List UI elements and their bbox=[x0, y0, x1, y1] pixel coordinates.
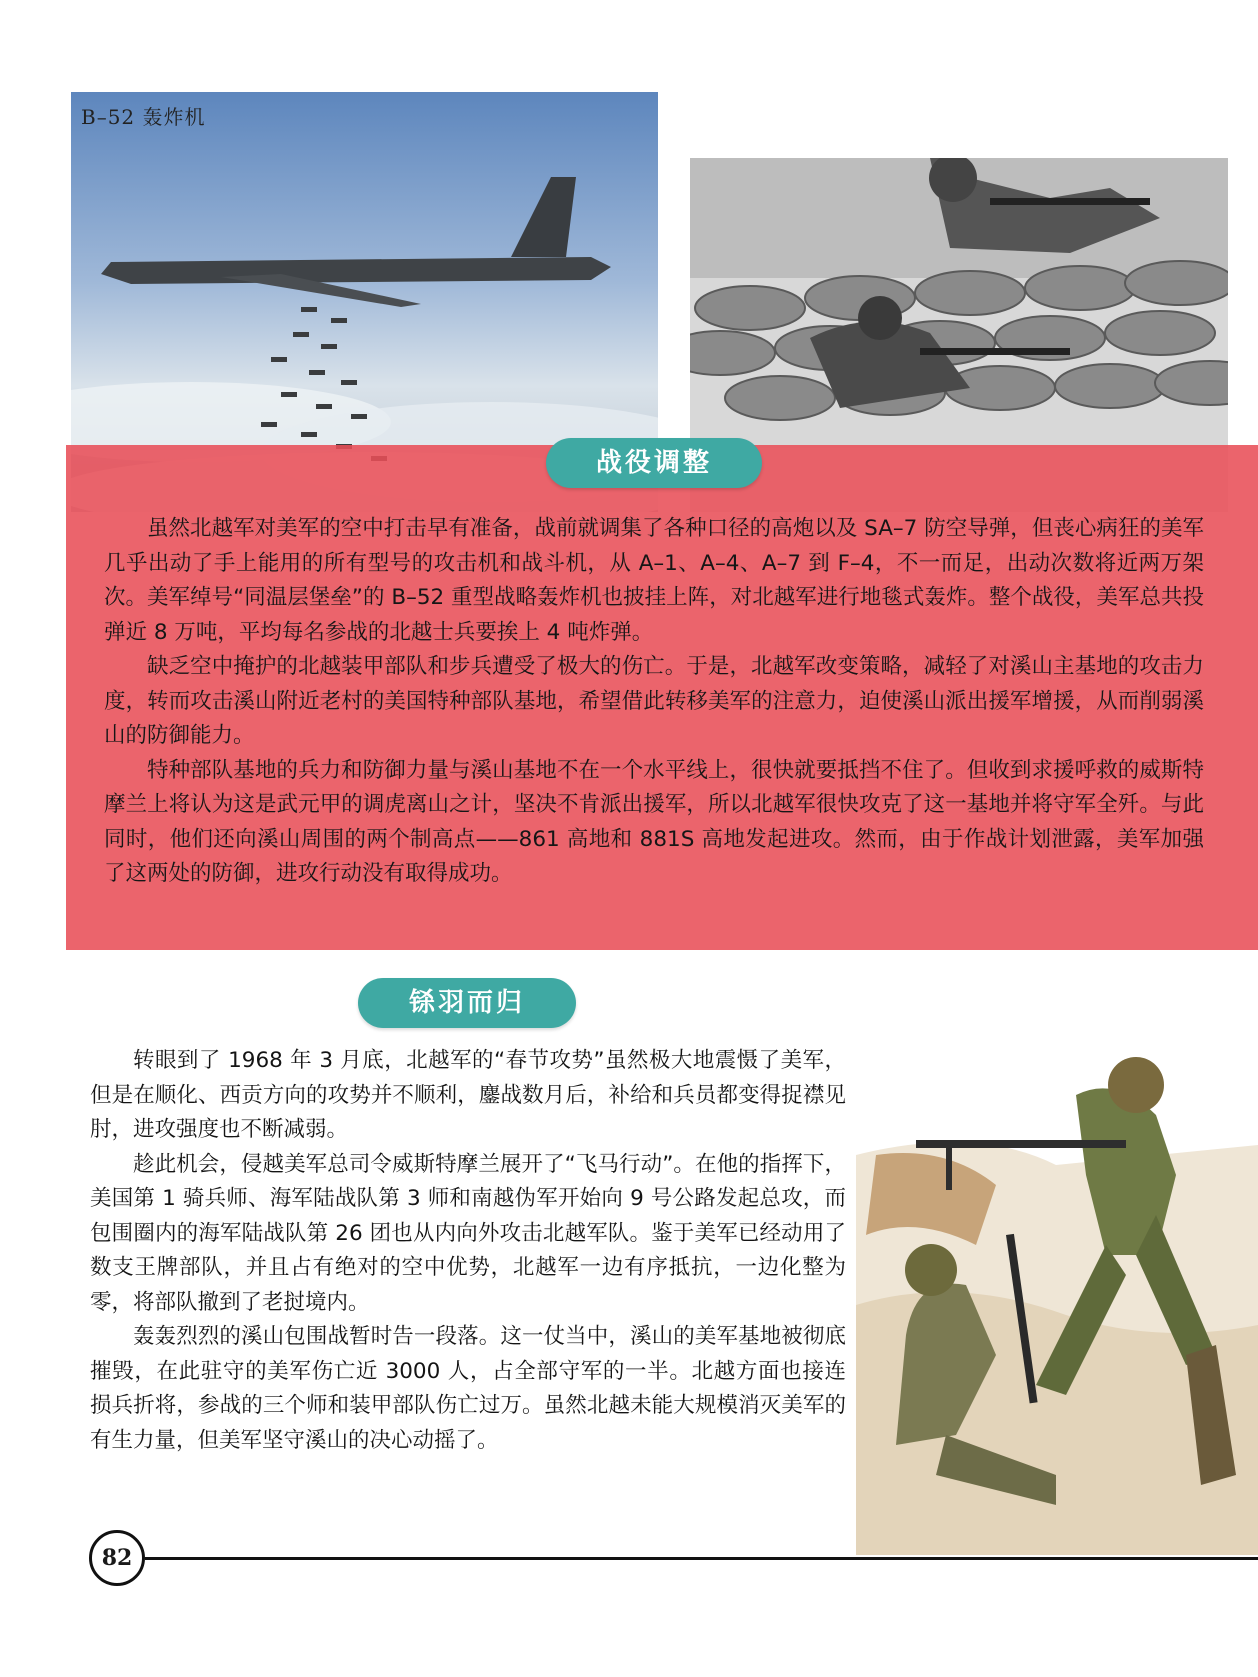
paragraph: 特种部队基地的兵力和防御力量与溪山基地不在一个水平线上，很快就要抵挡不住了。但收到求援呼救的威斯特摩兰上将认为这是武元甲的调虎离山之计，坚决不肯派出援军，所以北越军很快攻克了这一基地并将守军全歼。与此同时，他们还向溪山周围的两个制高点——861 高地和 881S 高地发起进攻。然而，由于作战计划泄露，美军加强了这两处的防御，进攻行动没有取得成功。 bbox=[104, 757, 1204, 886]
footer-rule bbox=[145, 1557, 1258, 1560]
section-body-text bbox=[104, 512, 1204, 892]
page-number: 82 bbox=[89, 1530, 145, 1586]
paragraph: 缺乏空中掩护的北越装甲部队和步兵遭受了极大的伤亡。于是，北越军改变策略，减轻了对溪山主基地的攻击力度，转而攻击溪山附近老村的美国特种部队基地，希望借此转移美军的注意力，迫使溪山派出援军增援，从而削弱溪山的防御能力。 bbox=[104, 654, 1204, 748]
section-heading-badge: 战役调整 bbox=[546, 438, 762, 488]
photo-caption: B–52 轰炸机 bbox=[81, 105, 206, 129]
paragraph: 虽然北越军对美军的空中打击早有准备，战前就调集了各种口径的高炮以及 SA–7 防空导弹，但丧心病狂的美军几乎出动了手上能用的所有型号的攻击机和战斗机，从 A–1、A–4、A–7 到 F–4，不一而足，出动次数将近两万架次。美军绰号“同温层堡垒”的 B–52 重型战略轰炸机也披挂上阵，对北越军进行地毯式轰炸。整个战役，美军总共投弹近 8 万吨，平均每名参战的北越士兵要挨上 4 吨炸弹。 bbox=[104, 516, 1204, 645]
section-body-text bbox=[90, 1044, 846, 1458]
paragraph: 转眼到了 1968 年 3 月底，北越军的“春节攻势”虽然极大地震慑了美军，但是在顺化、西贡方向的攻势并不顺利，鏖战数月后，补给和兵员都变得捉襟见肘，进攻强度也不断减弱。 bbox=[90, 1048, 846, 1142]
section-heading-badge: 铩羽而归 bbox=[358, 978, 576, 1028]
paragraph: 轰轰烈烈的溪山包围战暂时告一段落。这一仗当中，溪山的美军基地被彻底摧毁，在此驻守的美军伤亡近 3000 人，占全部守军的一半。北越方面也接连损兵折将，参战的三个师和装甲部队伤亡过万。虽然北越未能大规模消灭美军的有生力量，但美军坚守溪山的决心动摇了。 bbox=[90, 1324, 846, 1453]
paragraph: 趁此机会，侵越美军总司令威斯特摩兰展开了“飞马行动”。在他的指挥下，美国第 1 骑兵师、海军陆战队第 3 师和南越伪军开始向 9 号公路发起总攻，而包围圈内的海军陆战队第 26 团也从内向外攻击北越军队。鉴于美军已经动用了数支王牌部队，并且占有绝对的空中优势，北越军一边有序抵抗，一边化整为零，将部队撤到了老挝境内。 bbox=[90, 1151, 846, 1315]
soldiers-illustration-image bbox=[856, 1055, 1258, 1555]
soldiers-illustration bbox=[856, 1055, 1258, 1555]
